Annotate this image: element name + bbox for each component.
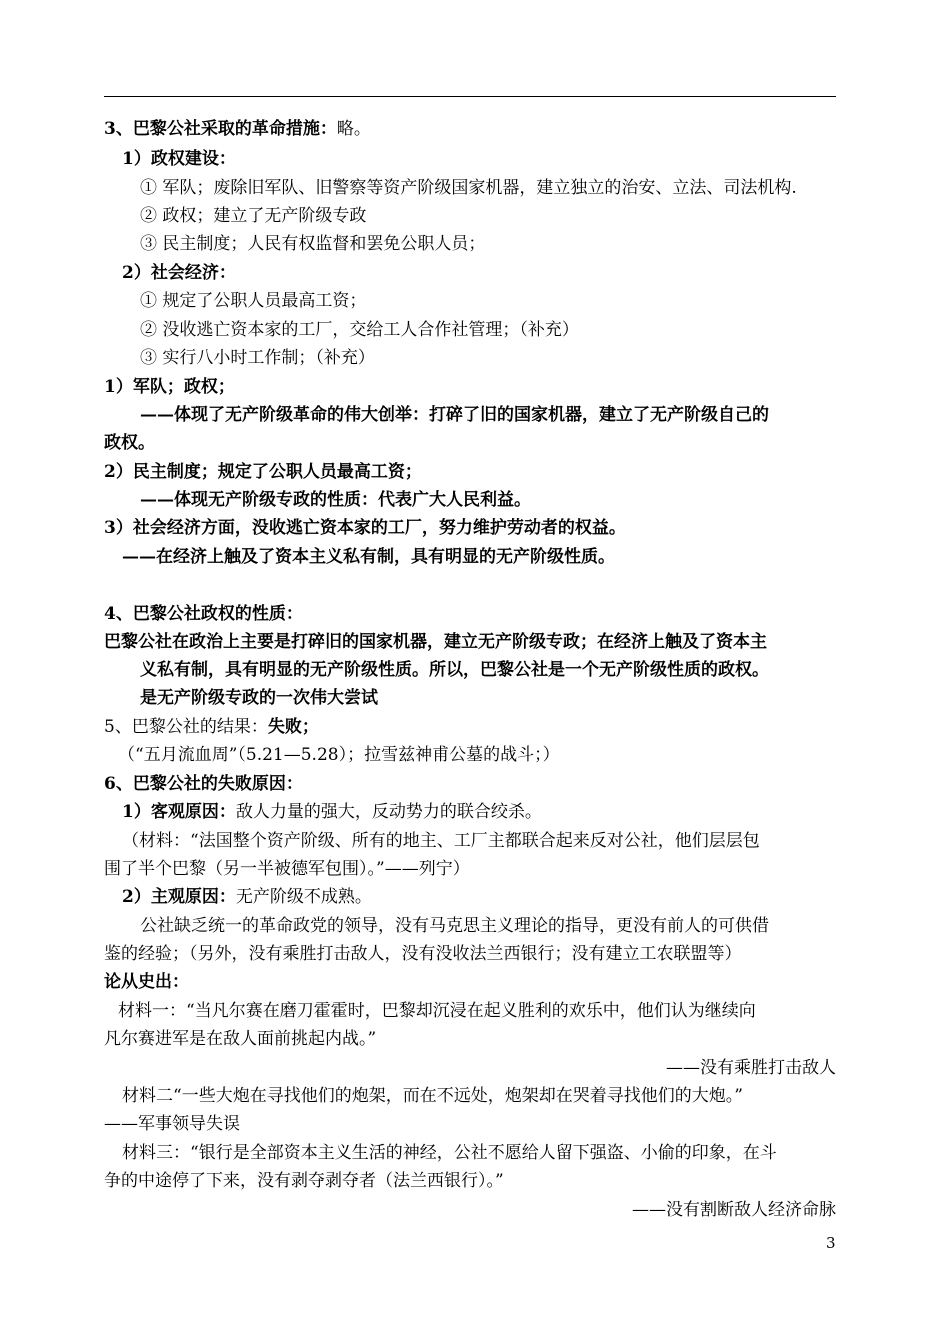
material-line: 凡尔赛进军是在敌人面前挑起内战。” <box>104 1029 377 1049</box>
section-5-note: （“五月流血周”（5.21—5.28）；拉雪兹神甫公墓的战斗；） <box>118 745 560 765</box>
paragraph-line: 巴黎公社在政治上主要是打碎旧的国家机器，建立无产阶级专政；在经济上触及了资本主 <box>104 632 767 652</box>
material-conclusion: ——没有割断敌人经济命脉 <box>632 1200 836 1220</box>
material-line: 围了半个巴黎（另一半被德军包围）。”——列宁） <box>104 859 470 879</box>
subheading-political: 1）政权建设： <box>122 149 236 169</box>
paragraph-line: 鉴的经验；（另外，没有乘胜打击敌人，没有没收法兰西银行；没有建立工农联盟等） <box>104 944 742 964</box>
point-line: 2）民主制度；规定了公职人员最高工资； <box>104 462 422 482</box>
list-item: ③ 实行八小时工作制；（补充） <box>140 348 375 368</box>
history-heading: 论从史出： <box>104 972 189 992</box>
list-item: ③ 民主制度；人民有权监督和罢免公职人员； <box>140 234 486 254</box>
paragraph-line: 公社缺乏统一的革命政党的领导，没有马克思主义理论的指导，更没有前人的可供借 <box>140 916 769 936</box>
subjective-label: 2）主观原因： <box>122 887 236 907</box>
point-line: 3）社会经济方面，没收逃亡资本家的工厂，努力维护劳动者的权益。 <box>104 518 626 538</box>
material-line: 材料一：“当凡尔赛在磨刀霍霍时，巴黎却沉浸在起义胜利的欢乐中，他们认为继续向 <box>118 1001 756 1021</box>
section-5-result: 失败； <box>267 717 319 737</box>
material-conclusion: ——军事领导失误 <box>104 1114 240 1134</box>
objective-cause <box>122 801 542 823</box>
page-number: 3 <box>826 1234 836 1252</box>
section-4-heading: 4、巴黎公社政权的性质： <box>104 604 303 624</box>
point-line: ——在经济上触及了资本主义私有制，具有明显的无产阶级性质。 <box>122 547 615 567</box>
section-5-heading <box>104 716 319 738</box>
point-line: 政权。 <box>104 433 155 453</box>
material-conclusion: ——没有乘胜打击敌人 <box>666 1058 836 1078</box>
point-line: ——体现无产阶级专政的性质：代表广大人民利益。 <box>140 490 531 510</box>
material-line: 材料三：“银行是全部资本主义生活的神经，公社不愿给人留下强盗、小偷的印象，在斗 <box>122 1143 777 1163</box>
list-item: ② 政权；建立了无产阶级专政 <box>140 206 367 226</box>
material-line: 材料二“一些大炮在寻找他们的炮架，而在不远处，炮架却在哭着寻找他们的大炮。” <box>122 1086 743 1106</box>
list-item: ① 军队；废除旧军队、旧警察等资产阶级国家机器，建立独立的治安、立法、司法机构. <box>140 178 797 198</box>
header-rule <box>104 96 836 97</box>
section-3-heading <box>104 118 371 140</box>
point-line: 1）军队；政权； <box>104 377 235 397</box>
section-3-title: 3、巴黎公社采取的革命措施： <box>104 119 337 139</box>
objective-label: 1）客观原因： <box>122 802 236 822</box>
subheading-economy: 2）社会经济： <box>122 263 236 283</box>
list-item: ① 规定了公职人员最高工资； <box>140 291 367 311</box>
paragraph-line: 义私有制，具有明显的无产阶级性质。所以，巴黎公社是一个无产阶级性质的政权。 <box>140 660 769 680</box>
list-item: ② 没收逃亡资本家的工厂，交给工人合作社管理；（补充） <box>140 320 579 340</box>
point-line: ——体现了无产阶级革命的伟大创举：打碎了旧的国家机器，建立了无产阶级自己的 <box>140 405 769 425</box>
section-5-title: 5、巴黎公社的结果： <box>104 717 268 737</box>
paragraph-line: 是无产阶级专政的一次伟大尝试 <box>140 688 378 708</box>
section-6-heading: 6、巴黎公社的失败原因： <box>104 774 303 794</box>
section-3-tail: 略。 <box>336 119 371 139</box>
objective-text: 敌人力量的强大，反动势力的联合绞杀。 <box>235 802 542 822</box>
material-line: （材料：“法国整个资产阶级、所有的地主、工厂主都联合起来反对公社，他们层层包 <box>122 831 760 851</box>
subjective-cause <box>122 886 372 908</box>
subjective-text: 无产阶级不成熟。 <box>235 887 372 907</box>
material-line: 争的中途停了下来，没有剥夺剥夺者（法兰西银行）。” <box>104 1171 504 1191</box>
